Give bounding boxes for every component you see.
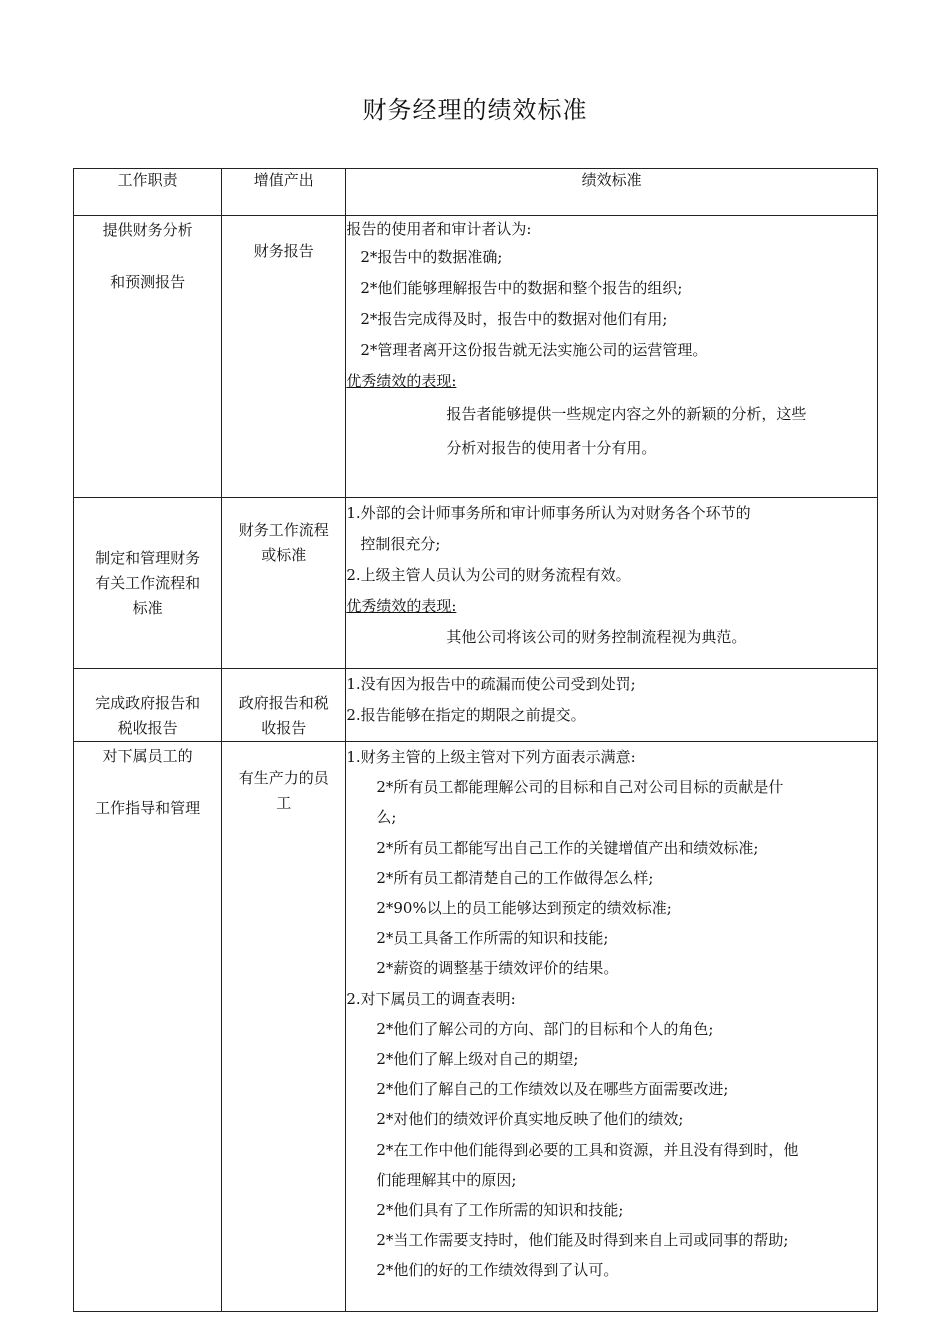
standard-line: 1.没有因为报告中的疏漏而使公司受到处罚; (346, 675, 636, 693)
standards-cell (346, 216, 878, 498)
standards-cell (346, 669, 878, 742)
header-standards: 绩效标准 (346, 169, 878, 216)
standard-line: 2*90%以上的员工能够达到预定的绩效标准; (376, 899, 672, 918)
standard-line: 2*他们了解公司的方向、部门的目标和个人的角色; (376, 1019, 714, 1038)
duty-text: 工作指导和管理 (95, 799, 201, 817)
header-duty: 工作职责 (74, 169, 222, 216)
output-cell (222, 498, 346, 669)
table-header-row (74, 169, 878, 216)
standard-line: 2*员工具备工作所需的知识和技能; (376, 929, 609, 948)
duty-cell (74, 669, 222, 742)
table-row (74, 216, 878, 498)
document-title: 财务经理的绩效标准 (362, 96, 588, 124)
standard-line: 2*报告中的数据准确; (360, 248, 503, 266)
standard-line: 其他公司将该公司的财务控制流程视为典范。 (446, 628, 747, 646)
standard-line: 分析对报告的使用者十分有用。 (446, 439, 657, 457)
standard-line: 2.对下属员工的调查表明: (346, 989, 516, 1008)
standard-line: 报告的使用者和审计者认为: (346, 220, 532, 238)
standard-line: 们能理解其中的原因; (376, 1170, 517, 1189)
duty-text: 完成政府报告和 (95, 694, 201, 712)
standard-line: 2*他们具有了工作所需的知识和技能; (376, 1201, 624, 1220)
output-text: 有生产力的员 (238, 769, 329, 787)
standard-line: 2*他们了解上级对自己的期望; (376, 1050, 579, 1069)
standard-line: 2*管理者离开这份报告就无法实施公司的运营管理。 (360, 341, 708, 359)
standard-line: 么; (376, 808, 397, 827)
standard-line: 2*薪资的调整基于绩效评价的结果。 (376, 959, 619, 978)
standard-line: 控制很充分; (360, 535, 441, 553)
duty-cell (74, 742, 222, 1312)
duty-cell (74, 216, 222, 498)
standard-line: 报告者能够提供一些规定内容之外的新颖的分析，这些 (446, 405, 807, 423)
excellence-heading: 优秀绩效的表现: (346, 597, 457, 615)
standard-line: 2*在工作中他们能得到必要的工具和资源，并且没有得到时，他 (376, 1140, 799, 1159)
standard-line: 2*所有员工都清楚自己的工作做得怎么样; (376, 868, 654, 887)
standard-line: 2*他们了解自己的工作绩效以及在哪些方面需要改进; (376, 1080, 729, 1099)
standard-line: 2*他们能够理解报告中的数据和整个报告的组织; (360, 279, 683, 297)
output-cell (222, 669, 346, 742)
duty-cell (74, 498, 222, 669)
table-row (74, 742, 878, 1312)
standard-line: 2.上级主管人员认为公司的财务流程有效。 (346, 566, 631, 584)
standard-line: 2*所有员工都能理解公司的目标和自己对公司目标的贡献是什 (376, 778, 784, 797)
duty-text: 对下属员工的 (102, 747, 193, 765)
output-cell (222, 216, 346, 498)
output-text: 工 (276, 794, 292, 812)
standard-line: 2*所有员工都能写出自己工作的关键增值产出和绩效标准; (376, 838, 759, 857)
output-text: 政府报告和税 (238, 694, 329, 712)
standard-line: 2.报告能够在指定的期限之前提交。 (346, 706, 586, 724)
performance-standards-table (73, 168, 878, 1312)
table-row (74, 669, 878, 742)
standard-line: 1.外部的会计师事务所和审计师事务所认为对财务各个环节的 (346, 504, 751, 522)
standard-line: 2*报告完成得及时，报告中的数据对他们有用; (360, 310, 668, 328)
standard-line: 2*他们的好的工作绩效得到了认可。 (376, 1261, 619, 1280)
output-text: 收报告 (261, 719, 307, 737)
standards-cell (346, 498, 878, 669)
standard-line: 2*当工作需要支持时，他们能及时得到来自上司或同事的帮助; (376, 1231, 789, 1250)
header-output: 增值产出 (222, 169, 346, 216)
table-row (74, 498, 878, 669)
duty-text: 和预测报告 (110, 273, 186, 291)
duty-text: 有关工作流程和 (95, 573, 201, 592)
duty-text: 提供财务分析 (102, 221, 193, 239)
output-text: 或标准 (261, 546, 307, 564)
duty-text: 税收报告 (117, 719, 178, 737)
output-text: 财务工作流程 (238, 521, 329, 539)
standard-line: 2*对他们的绩效评价真实地反映了他们的绩效; (376, 1110, 684, 1129)
output-cell (222, 742, 346, 1312)
standards-cell (346, 742, 878, 1312)
standard-line: 1.财务主管的上级主管对下列方面表示满意: (346, 748, 636, 766)
output-text: 财务报告 (253, 242, 314, 260)
duty-text: 标准 (132, 598, 163, 617)
duty-text: 制定和管理财务 (95, 548, 201, 567)
excellence-heading: 优秀绩效的表现: (346, 372, 457, 390)
